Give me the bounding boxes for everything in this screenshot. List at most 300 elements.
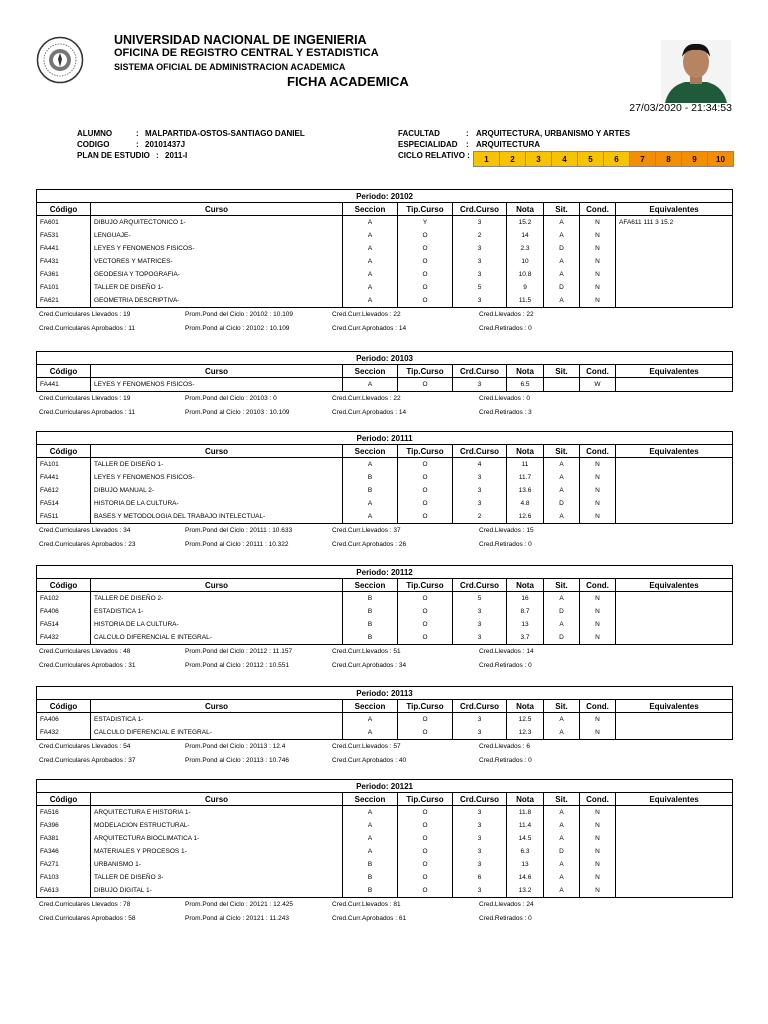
summary-item: Cred.Curr.Llevados : 57 xyxy=(332,743,401,750)
table-cell: O xyxy=(398,858,453,871)
table-cell: A xyxy=(544,294,580,308)
ciclo-box: 2 xyxy=(500,152,526,166)
table-cell: A xyxy=(343,819,398,832)
summary-item: Cred.Retirados : 0 xyxy=(479,757,532,764)
facultad-value: ARQUITECTURA, URBANISMO Y ARTES xyxy=(476,129,631,138)
table-cell: 13 xyxy=(507,618,544,631)
table-cell: 11.7 xyxy=(507,471,544,484)
table-cell: 5 xyxy=(453,281,507,294)
table-row xyxy=(37,592,733,606)
table-cell: FA441 xyxy=(37,471,91,484)
period-title: Periodo: 20103 xyxy=(37,352,733,365)
table-cell: N xyxy=(580,510,616,524)
period-summary-line xyxy=(36,538,732,552)
table-cell: W xyxy=(580,378,616,392)
table-cell: LEYES Y FENOMENOS FISICOS- xyxy=(91,471,343,484)
ciclo-box: 8 xyxy=(656,152,682,166)
table-cell xyxy=(616,497,733,510)
table-cell xyxy=(616,605,733,618)
table-cell: 3 xyxy=(453,484,507,497)
table-cell: N xyxy=(580,871,616,884)
table-cell: 11.8 xyxy=(507,806,544,820)
table-cell: FA621 xyxy=(37,294,91,308)
table-cell: 3 xyxy=(453,605,507,618)
column-header: Curso xyxy=(91,793,343,806)
column-header: Código xyxy=(37,203,91,216)
summary-item: Cred.Curr.Aprobados : 14 xyxy=(332,409,407,416)
table-cell: 3 xyxy=(453,497,507,510)
table-cell: A xyxy=(343,510,398,524)
table-row xyxy=(37,229,733,242)
table-cell: N xyxy=(580,229,616,242)
table-cell: LEYES Y FENOMENOS FISICOS- xyxy=(91,242,343,255)
sep-colon: : xyxy=(136,129,139,138)
period-title: Periodo: 20113 xyxy=(37,687,733,700)
column-header: Curso xyxy=(91,579,343,592)
ciclo-relativo-boxes xyxy=(473,151,734,167)
ciclo-box: 4 xyxy=(552,152,578,166)
column-header: Cond. xyxy=(580,793,616,806)
table-cell: N xyxy=(580,268,616,281)
table-cell: N xyxy=(580,631,616,645)
table-row xyxy=(37,294,733,308)
table-cell: 3 xyxy=(453,216,507,230)
table-row xyxy=(37,819,733,832)
table-cell: B xyxy=(343,884,398,898)
table-row xyxy=(37,268,733,281)
summary-item: Cred.Llevados : 14 xyxy=(479,648,534,655)
summary-item: Prom.Pond al Ciclo : 20113 : 10.746 xyxy=(185,757,289,764)
table-row xyxy=(37,845,733,858)
table-cell: N xyxy=(580,281,616,294)
column-header: Equivalentes xyxy=(616,579,733,592)
table-cell: 13.2 xyxy=(507,884,544,898)
summary-item: Cred.Curr.Llevados : 22 xyxy=(332,395,401,402)
period-block xyxy=(36,351,732,420)
table-cell: N xyxy=(580,216,616,230)
table-row xyxy=(37,806,733,820)
table-cell xyxy=(616,618,733,631)
period-table xyxy=(36,189,733,308)
column-header: Equivalentes xyxy=(616,445,733,458)
summary-item: Prom.Pond al Ciclo : 20112 : 10.551 xyxy=(185,662,289,669)
column-header: Cond. xyxy=(580,365,616,378)
table-cell: O xyxy=(398,229,453,242)
period-summary-line xyxy=(36,524,732,538)
column-header: Nota xyxy=(507,203,544,216)
table-cell: O xyxy=(398,497,453,510)
document-title: FICHA ACADEMICA xyxy=(287,74,409,89)
summary-item: Prom.Pond al Ciclo : 20103 : 10.109 xyxy=(185,409,290,416)
ciclo-box: 1 xyxy=(474,152,500,166)
period-summary-line xyxy=(36,659,732,673)
table-cell: FA432 xyxy=(37,726,91,740)
column-header: Crd.Curso xyxy=(453,365,507,378)
table-cell xyxy=(616,806,733,820)
table-cell: 3 xyxy=(453,294,507,308)
especialidad-value: ARQUITECTURA xyxy=(476,140,540,149)
table-cell: FA516 xyxy=(37,806,91,820)
table-cell: VECTORES Y MATRICES- xyxy=(91,255,343,268)
column-header: Cond. xyxy=(580,700,616,713)
summary-item: Prom.Pond del Ciclo : 20103 : 0 xyxy=(185,395,277,402)
table-cell: A xyxy=(343,229,398,242)
table-cell: 3 xyxy=(453,884,507,898)
table-cell: 3 xyxy=(453,618,507,631)
table-cell: O xyxy=(398,806,453,820)
column-header: Crd.Curso xyxy=(453,793,507,806)
table-cell: A xyxy=(544,229,580,242)
table-cell xyxy=(616,471,733,484)
table-row xyxy=(37,858,733,871)
column-header: Código xyxy=(37,579,91,592)
table-cell: 12.6 xyxy=(507,510,544,524)
table-cell xyxy=(616,871,733,884)
table-cell: FA361 xyxy=(37,268,91,281)
summary-item: Cred.Curriculares Aprobados : 23 xyxy=(39,541,136,548)
table-cell: O xyxy=(398,605,453,618)
table-cell: 3 xyxy=(453,726,507,740)
university-seal-icon xyxy=(36,36,84,84)
table-cell: D xyxy=(544,631,580,645)
column-header: Crd.Curso xyxy=(453,445,507,458)
table-cell: AFA611 111 3 15.2 xyxy=(616,216,733,230)
table-cell: A xyxy=(343,216,398,230)
table-cell xyxy=(616,819,733,832)
summary-item: Prom.Pond del Ciclo : 20102 : 10.109 xyxy=(185,311,294,318)
table-cell: 3 xyxy=(453,471,507,484)
table-cell: FA613 xyxy=(37,884,91,898)
period-table xyxy=(36,351,733,392)
column-header: Sit. xyxy=(544,365,580,378)
table-cell: FA601 xyxy=(37,216,91,230)
table-cell: ESTADISTICA 1- xyxy=(91,713,343,727)
table-row xyxy=(37,458,733,472)
table-cell: B xyxy=(343,592,398,606)
table-cell: 3 xyxy=(453,268,507,281)
table-cell: FA406 xyxy=(37,605,91,618)
table-cell: A xyxy=(343,713,398,727)
alumno-value: MALPARTIDA-OSTOS-SANTIAGO DANIEL xyxy=(145,129,305,138)
summary-item: Prom.Pond al Ciclo : 20111 : 10.322 xyxy=(185,541,289,548)
table-row xyxy=(37,618,733,631)
table-cell: O xyxy=(398,510,453,524)
period-block xyxy=(36,189,732,336)
table-row xyxy=(37,605,733,618)
column-header: Curso xyxy=(91,445,343,458)
period-block xyxy=(36,431,732,552)
column-header: Crd.Curso xyxy=(453,203,507,216)
column-header: Crd.Curso xyxy=(453,700,507,713)
summary-item: Prom.Pond del Ciclo : 20111 : 10.633 xyxy=(185,527,293,534)
period-summary-line xyxy=(36,740,732,754)
summary-item: Cred.Retirados : 0 xyxy=(479,325,532,332)
codigo-value: 20101437J xyxy=(145,140,186,149)
table-cell: 16 xyxy=(507,592,544,606)
table-row xyxy=(37,871,733,884)
period-title: Periodo: 20112 xyxy=(37,566,733,579)
column-header: Seccion xyxy=(343,700,398,713)
table-cell: 10.8 xyxy=(507,268,544,281)
table-cell: FA406 xyxy=(37,713,91,727)
table-cell: A xyxy=(343,806,398,820)
table-cell: GEODESIA Y TOPOGRAFIA- xyxy=(91,268,343,281)
table-cell: B xyxy=(343,631,398,645)
table-cell: CALCULO DIFERENCIAL E INTEGRAL- xyxy=(91,726,343,740)
summary-item: Cred.Curriculares Llevados : 34 xyxy=(39,527,131,534)
table-row xyxy=(37,216,733,230)
ciclo-box: 3 xyxy=(526,152,552,166)
table-cell: 3 xyxy=(453,806,507,820)
table-cell: 3 xyxy=(453,832,507,845)
student-info xyxy=(77,128,305,161)
table-cell: GEOMETRIA DESCRIPTIVA- xyxy=(91,294,343,308)
table-cell: N xyxy=(580,242,616,255)
table-row xyxy=(37,726,733,740)
column-header: Equivalentes xyxy=(616,793,733,806)
table-cell: A xyxy=(544,484,580,497)
summary-item: Cred.Curr.Aprobados : 14 xyxy=(332,325,407,332)
table-cell: 12.3 xyxy=(507,726,544,740)
summary-item: Cred.Curr.Llevados : 22 xyxy=(332,311,401,318)
summary-item: Cred.Curriculares Aprobados : 58 xyxy=(39,915,136,922)
column-header: Equivalentes xyxy=(616,365,733,378)
table-cell: MODELACION ESTRUCTURAL- xyxy=(91,819,343,832)
sep-colon: : xyxy=(156,151,159,160)
period-table xyxy=(36,431,733,524)
period-summary-line xyxy=(36,754,732,768)
table-cell: 8.7 xyxy=(507,605,544,618)
table-cell: O xyxy=(398,458,453,472)
table-cell: FA612 xyxy=(37,484,91,497)
period-block xyxy=(36,565,732,673)
table-cell: TALLER DE DISEÑO 2- xyxy=(91,592,343,606)
table-cell: TALLER DE DISEÑO 3- xyxy=(91,871,343,884)
column-header: Nota xyxy=(507,445,544,458)
table-cell: O xyxy=(398,268,453,281)
table-cell: ARQUITECTURA BIOCLIMATICA 1- xyxy=(91,832,343,845)
summary-item: Cred.Curriculares Aprobados : 37 xyxy=(39,757,136,764)
table-cell: 3 xyxy=(453,819,507,832)
table-cell: 5 xyxy=(453,592,507,606)
table-cell: A xyxy=(544,268,580,281)
period-summary-line xyxy=(36,898,732,912)
column-header: Código xyxy=(37,365,91,378)
table-cell: B xyxy=(343,471,398,484)
table-cell: O xyxy=(398,484,453,497)
summary-item: Cred.Curr.Llevados : 37 xyxy=(332,527,401,534)
table-cell: 13.6 xyxy=(507,484,544,497)
table-cell: 6.5 xyxy=(507,378,544,392)
table-cell: ARQUITECTURA E HISTORIA 1- xyxy=(91,806,343,820)
table-cell: D xyxy=(544,242,580,255)
table-cell: FA514 xyxy=(37,618,91,631)
column-header: Curso xyxy=(91,700,343,713)
summary-item: Prom.Pond del Ciclo : 20121 : 12.425 xyxy=(185,901,294,908)
table-cell: A xyxy=(544,726,580,740)
period-table xyxy=(36,686,733,740)
table-cell xyxy=(616,378,733,392)
table-cell: A xyxy=(544,592,580,606)
table-cell: A xyxy=(544,713,580,727)
table-cell xyxy=(616,510,733,524)
plan-value: 2011-I xyxy=(165,151,188,160)
table-cell: N xyxy=(580,832,616,845)
sep-colon: : xyxy=(466,129,469,138)
table-cell: O xyxy=(398,281,453,294)
table-cell: A xyxy=(544,806,580,820)
table-cell: MATERIALES Y PROCESOS 1- xyxy=(91,845,343,858)
column-header: Código xyxy=(37,445,91,458)
university-name: UNIVERSIDAD NACIONAL DE INGENIERIA xyxy=(114,33,367,47)
column-header: Equivalentes xyxy=(616,203,733,216)
table-cell xyxy=(616,294,733,308)
table-cell: A xyxy=(343,497,398,510)
table-cell: O xyxy=(398,631,453,645)
table-cell: FA102 xyxy=(37,592,91,606)
table-cell: HISTORIA DE LA CULTURA- xyxy=(91,497,343,510)
table-cell xyxy=(616,255,733,268)
table-cell: FA396 xyxy=(37,819,91,832)
table-cell: 3 xyxy=(453,845,507,858)
table-cell: FA531 xyxy=(37,229,91,242)
table-cell: 13 xyxy=(507,858,544,871)
table-cell xyxy=(616,858,733,871)
table-cell: 9 xyxy=(507,281,544,294)
table-cell: O xyxy=(398,592,453,606)
table-cell xyxy=(616,832,733,845)
summary-item: Cred.Llevados : 22 xyxy=(479,311,534,318)
table-cell: B xyxy=(343,484,398,497)
column-header: Nota xyxy=(507,579,544,592)
summary-item: Cred.Curr.Aprobados : 34 xyxy=(332,662,407,669)
table-cell: 2 xyxy=(453,229,507,242)
table-cell: A xyxy=(343,832,398,845)
table-cell: O xyxy=(398,618,453,631)
sep-colon: : xyxy=(136,140,139,149)
table-cell: 3.7 xyxy=(507,631,544,645)
table-cell: O xyxy=(398,845,453,858)
table-cell xyxy=(616,631,733,645)
column-header: Seccion xyxy=(343,365,398,378)
table-cell: 14.6 xyxy=(507,871,544,884)
table-cell: 11.5 xyxy=(507,294,544,308)
summary-item: Cred.Curriculares Aprobados : 11 xyxy=(39,409,135,416)
table-cell: 3 xyxy=(453,631,507,645)
period-title: Periodo: 20102 xyxy=(37,190,733,203)
table-cell: FA514 xyxy=(37,497,91,510)
table-cell: O xyxy=(398,884,453,898)
table-cell: D xyxy=(544,497,580,510)
period-table xyxy=(36,779,733,898)
table-cell: A xyxy=(544,216,580,230)
summary-item: Cred.Retirados : 0 xyxy=(479,541,532,548)
summary-item: Cred.Llevados : 6 xyxy=(479,743,530,750)
table-cell xyxy=(544,378,580,392)
table-row xyxy=(37,510,733,524)
table-cell: A xyxy=(343,378,398,392)
table-cell: D xyxy=(544,281,580,294)
column-header: Sit. xyxy=(544,579,580,592)
sep-colon: : xyxy=(466,140,469,149)
summary-item: Cred.Retirados : 0 xyxy=(479,662,532,669)
table-cell: 2.3 xyxy=(507,242,544,255)
table-cell: A xyxy=(544,510,580,524)
period-summary-line xyxy=(36,308,732,322)
table-cell: 4 xyxy=(453,458,507,472)
table-cell: 12.5 xyxy=(507,713,544,727)
period-summary-line xyxy=(36,406,732,420)
table-cell: 3 xyxy=(453,858,507,871)
table-cell: 11.4 xyxy=(507,819,544,832)
table-cell: LENGUAJE- xyxy=(91,229,343,242)
table-cell: FA431 xyxy=(37,255,91,268)
table-cell: A xyxy=(544,819,580,832)
table-cell: O xyxy=(398,713,453,727)
table-cell: A xyxy=(544,832,580,845)
office-name: OFICINA DE REGISTRO CENTRAL Y ESTADISTICA xyxy=(114,47,379,59)
column-header: Seccion xyxy=(343,793,398,806)
ciclo-box: 10 xyxy=(708,152,733,166)
table-cell: A xyxy=(343,268,398,281)
table-cell: TALLER DE DISEÑO 1- xyxy=(91,281,343,294)
table-cell: N xyxy=(580,592,616,606)
table-cell: A xyxy=(343,242,398,255)
column-header: Seccion xyxy=(343,579,398,592)
period-block xyxy=(36,779,732,926)
system-name: SISTEMA OFICIAL DE ADMINISTRACION ACADEMICA xyxy=(114,62,346,72)
table-cell: A xyxy=(544,471,580,484)
table-cell: 3 xyxy=(453,255,507,268)
table-cell xyxy=(616,726,733,740)
table-cell: 11 xyxy=(507,458,544,472)
table-cell: Y xyxy=(398,216,453,230)
period-title: Periodo: 20111 xyxy=(37,432,733,445)
table-cell: O xyxy=(398,819,453,832)
table-cell: 14.5 xyxy=(507,832,544,845)
table-cell: N xyxy=(580,605,616,618)
column-header: Tip.Curso xyxy=(398,793,453,806)
ciclo-box: 9 xyxy=(682,152,708,166)
table-cell: O xyxy=(398,294,453,308)
table-cell: CALCULO DIFERENCIAL E INTEGRAL- xyxy=(91,631,343,645)
table-row xyxy=(37,471,733,484)
table-row xyxy=(37,631,733,645)
table-cell: A xyxy=(343,255,398,268)
table-cell: BASES Y METODOLOGIA DEL TRABAJO INTELECTUAL- xyxy=(91,510,343,524)
summary-item: Cred.Curriculares Llevados : 48 xyxy=(39,648,131,655)
plan-label: PLAN DE ESTUDIO xyxy=(77,151,150,160)
column-header: Seccion xyxy=(343,203,398,216)
table-cell: A xyxy=(343,281,398,294)
summary-item: Prom.Pond del Ciclo : 20112 : 11.157 xyxy=(185,648,293,655)
table-cell: N xyxy=(580,713,616,727)
summary-item: Cred.Curr.Aprobados : 40 xyxy=(332,757,407,764)
table-cell: FA103 xyxy=(37,871,91,884)
table-cell: N xyxy=(580,726,616,740)
table-cell: FA441 xyxy=(37,242,91,255)
print-datetime: 27/03/2020 - 21:34:53 xyxy=(629,102,732,114)
summary-item: Cred.Retirados : 3 xyxy=(479,409,532,416)
table-cell: FA432 xyxy=(37,631,91,645)
table-cell xyxy=(616,884,733,898)
summary-item: Prom.Pond al Ciclo : 20121 : 11.243 xyxy=(185,915,289,922)
table-cell: N xyxy=(580,806,616,820)
column-header: Nota xyxy=(507,793,544,806)
summary-item: Cred.Curriculares Aprobados : 11 xyxy=(39,325,135,332)
table-cell xyxy=(616,229,733,242)
table-cell: A xyxy=(544,858,580,871)
